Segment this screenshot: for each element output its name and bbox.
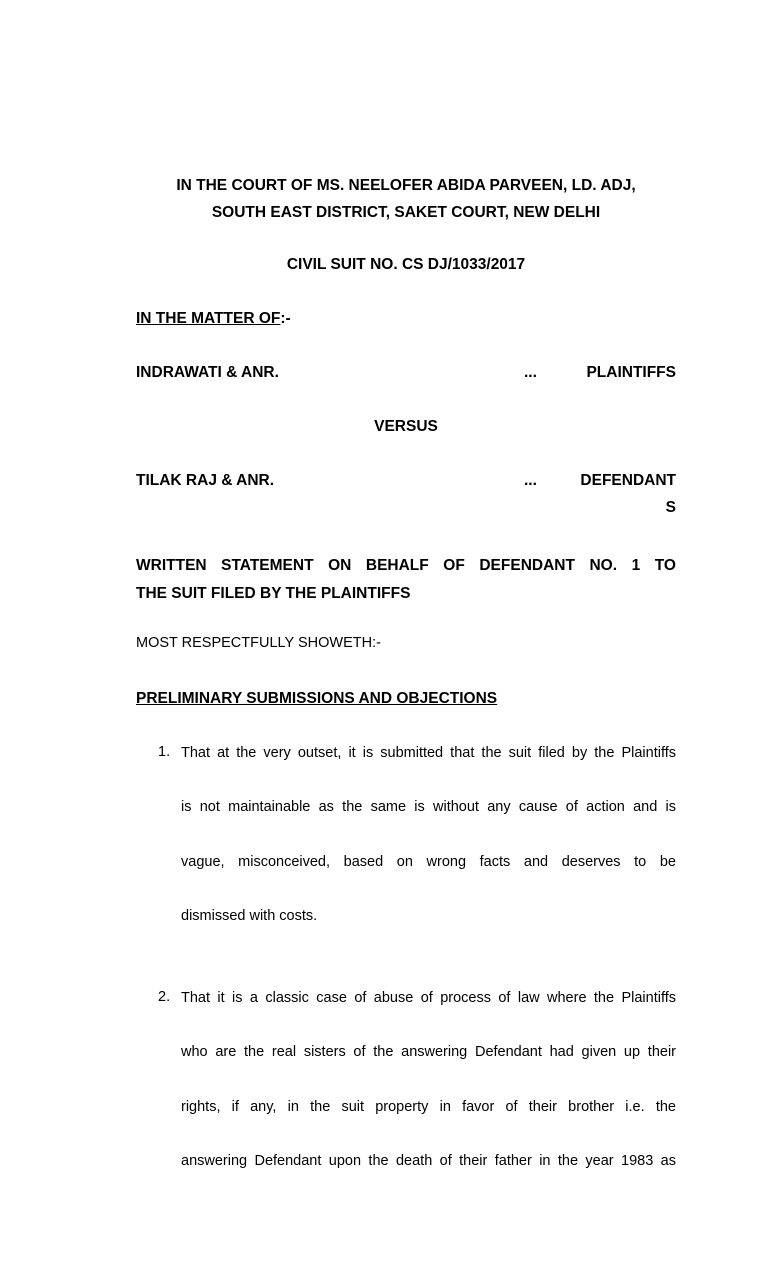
paragraph-line: rights, if any, in the suit property in favor of their brother i.e. the	[181, 1099, 676, 1115]
written-statement-line-1: WRITTEN STATEMENT ON BEHALF OF DEFENDANT NO. 1 TO	[136, 557, 676, 574]
defendant-role	[566, 467, 676, 521]
written-statement-line-2: THE SUIT FILED BY THE PLAINTIFFS	[136, 585, 411, 602]
plaintiff-row	[136, 363, 676, 382]
defendant-row	[136, 471, 676, 516]
paragraph-line: That it is a classic case of abuse of process of law where the Plaintiffs	[181, 990, 676, 1006]
defendant-dots: ...	[524, 472, 537, 489]
section-heading: PRELIMINARY SUBMISSIONS AND OBJECTIONS	[136, 690, 498, 707]
paragraph-number: 2.	[158, 989, 171, 1005]
paragraph-line: vague, misconceived, based on wrong facts and deserves to be	[181, 854, 676, 870]
defendant-role-line-1: DEFENDANT	[580, 472, 676, 489]
in-the-matter-heading	[136, 309, 676, 328]
plaintiff-dots: ...	[524, 364, 537, 381]
salutation: MOST RESPECTFULLY SHOWETH:-	[136, 635, 381, 651]
paragraph-line: That at the very outset, it is submitted that the suit filed by the Plaintiffs	[181, 745, 676, 761]
in-the-matter-suffix: :-	[280, 310, 291, 327]
court-heading	[100, 172, 712, 226]
paragraph-number: 1.	[158, 744, 171, 760]
plaintiff-name: INDRAWATI & ANR.	[136, 364, 279, 381]
versus-label: VERSUS	[374, 418, 438, 435]
defendant-role-line-2: S	[665, 499, 676, 516]
paragraph-line: dismissed with costs.	[181, 908, 318, 924]
plaintiff-role: PLAINTIFFS	[586, 364, 676, 381]
defendant-name: TILAK RAJ & ANR.	[136, 472, 275, 489]
written-statement-title	[136, 552, 676, 608]
paragraph-line: is not maintainable as the same is without any cause of action and is	[181, 799, 676, 815]
court-heading-line-2: SOUTH EAST DISTRICT, SAKET COURT, NEW DELHI	[211, 204, 601, 221]
suit-number: CIVIL SUIT NO. CS DJ/1033/2017	[286, 256, 526, 273]
court-heading-line-1: IN THE COURT OF MS. NEELOFER ABIDA PARVEEN, LD. ADJ,	[176, 177, 636, 194]
in-the-matter-label: IN THE MATTER OF	[136, 310, 281, 327]
paragraph-line: who are the real sisters of the answering Defendant had given up their	[181, 1044, 676, 1060]
paragraph-line: answering Defendant upon the death of their father in the year 1983 as	[181, 1153, 676, 1169]
